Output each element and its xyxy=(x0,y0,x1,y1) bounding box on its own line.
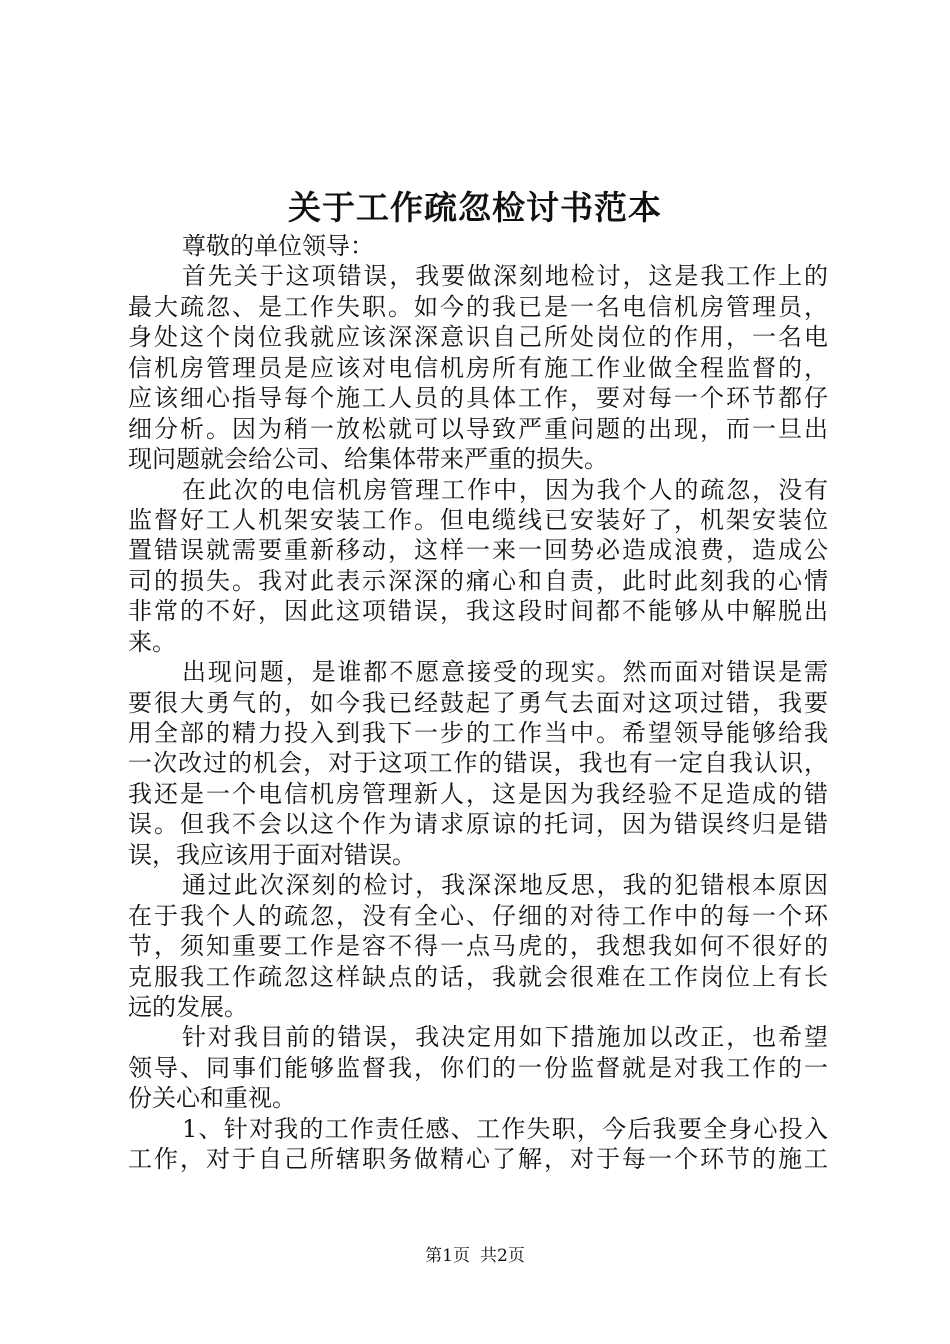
page-footer xyxy=(0,1246,950,1266)
body-line: 1、针对我的工作责任感、工作失职，今后我要全身心投入 xyxy=(182,1114,828,1143)
page-number-total: 共2页 xyxy=(480,1246,525,1266)
document-body xyxy=(128,231,828,1175)
body-line: 出现问题，是谁都不愿意接受的现实。然而面对错误是需 xyxy=(182,658,828,687)
body-line: 工作，对于自己所辖职务做精心了解，对于每一个环节的施工 xyxy=(128,1145,828,1174)
body-line: 尊敬的单位领导： xyxy=(182,232,374,260)
body-line: 身处这个岗位我就应该深深意识自己所处岗位的作用，一名电 xyxy=(128,323,828,352)
body-line: 在此次的电信机房管理工作中，因为我个人的疏忽，没有 xyxy=(182,475,828,504)
body-line: 应该细心指导每个施工人员的具体工作，要对每一个环节都仔 xyxy=(128,384,828,413)
page-number-current: 第1页 xyxy=(425,1246,470,1266)
body-line: 误。但我不会以这个作为请求原谅的托词，因为错误终归是错 xyxy=(128,810,828,839)
body-line: 最大疏忽、是工作失职。如今的我已是一名电信机房管理员， xyxy=(128,292,828,321)
body-line: 细分析。因为稍一放松就可以导致严重问题的出现，而一旦出 xyxy=(128,414,828,443)
body-line: 通过此次深刻的检讨，我深深地反思，我的犯错根本原因 xyxy=(182,871,828,900)
body-line: 信机房管理员是应该对电信机房所有施工作业做全程监督的， xyxy=(128,353,828,382)
body-line: 远的发展。 xyxy=(128,992,248,1021)
body-line: 领导、同事们能够监督我，你们的一份监督就是对我工作的一 xyxy=(128,1053,828,1082)
body-line: 首先关于这项错误，我要做深刻地检讨，这是我工作上的 xyxy=(182,262,828,291)
body-line: 我还是一个电信机房管理新人，这是因为我经验不足造成的错 xyxy=(128,779,828,808)
body-line: 现问题就会给公司、给集体带来严重的损失。 xyxy=(128,445,608,474)
body-line: 非常的不好，因此这项错误，我这段时间都不能够从中解脱出 xyxy=(128,597,828,626)
body-line: 要很大勇气的，如今我已经鼓起了勇气去面对这项过错，我要 xyxy=(128,688,828,717)
body-line: 节，须知重要工作是容不得一点马虎的，我想我如何不很好的 xyxy=(128,932,828,961)
body-line: 针对我目前的错误，我决定用如下措施加以改正，也希望 xyxy=(182,1023,828,1052)
body-line: 在于我个人的疏忽，没有全心、仔细的对待工作中的每一个环 xyxy=(128,901,828,930)
body-line: 份关心和重视。 xyxy=(128,1084,296,1113)
body-line: 监督好工人机架安装工作。但电缆线已安装好了，机架安装位 xyxy=(128,505,828,534)
body-line: 来。 xyxy=(128,627,176,656)
body-line: 克服我工作疏忽这样缺点的话，我就会很难在工作岗位上有长 xyxy=(128,962,828,991)
body-line: 误，我应该用于面对错误。 xyxy=(128,840,416,869)
body-line: 一次改过的机会，对于这项工作的错误，我也有一定自我认识， xyxy=(128,749,828,778)
body-line: 用全部的精力投入到我下一步的工作当中。希望领导能够给我 xyxy=(128,719,828,747)
body-line: 置错误就需要重新移动，这样一来一回势必造成浪费，造成公 xyxy=(128,536,828,565)
body-line: 司的损失。我对此表示深深的痛心和自责，此时此刻我的心情 xyxy=(128,566,828,595)
document-title: 关于工作疏忽检讨书范本 xyxy=(288,188,662,227)
